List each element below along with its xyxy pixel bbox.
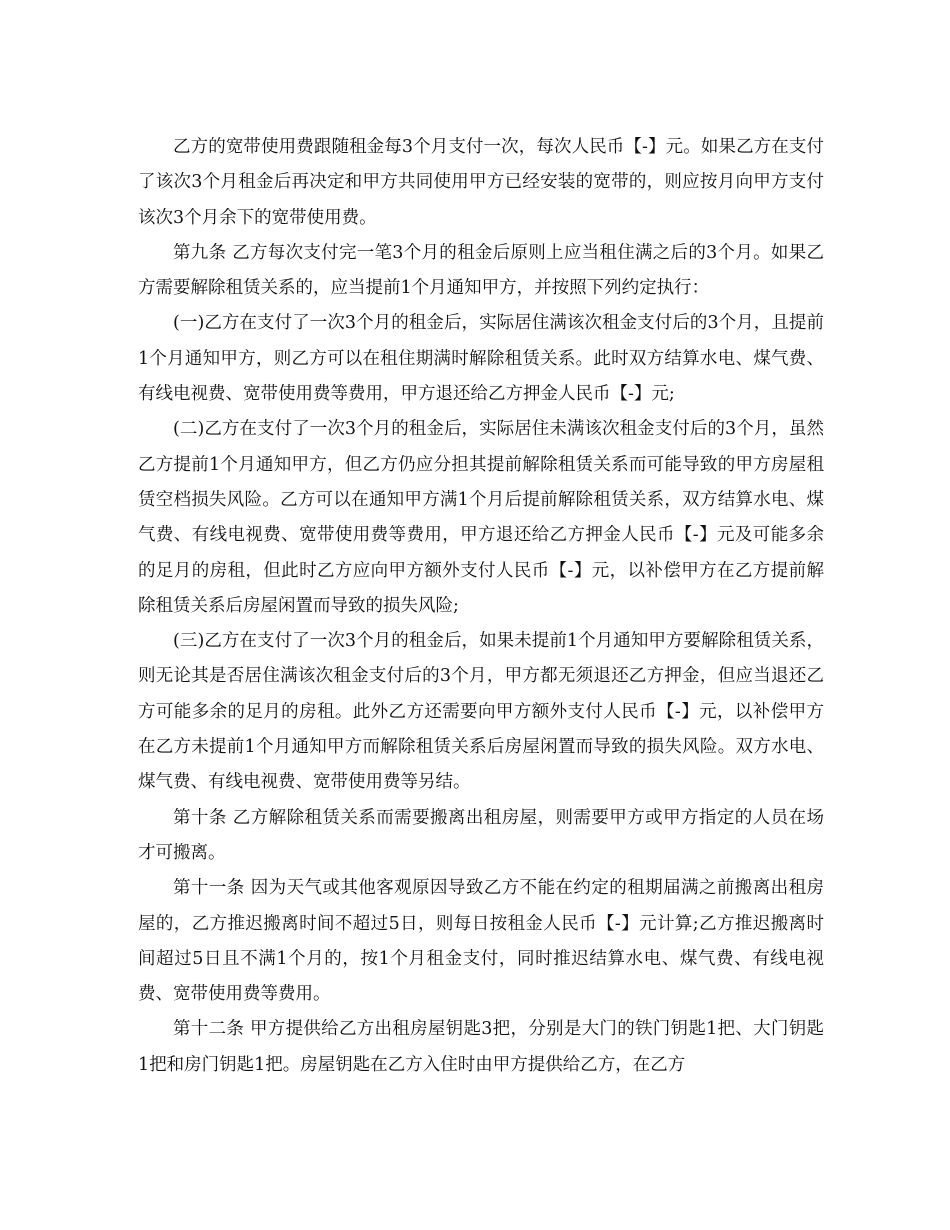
document-page <box>138 130 824 1083</box>
paragraph-article-9: 第九条 乙方每次支付完一笔3个月的租金后原则上应当租住满之后的3个月。如果乙方需要解除租赁关系的，应当提前1个月通知甲方，并按照下列约定执行： <box>138 242 824 299</box>
paragraph-article-9-item-2: (二)乙方在支付了一次3个月的租金后，实际居住未满该次租金支付后的3个月，虽然乙方提前1个月通知甲方，但乙方仍应分担其提前解除租赁关系而可能导致的甲方房屋租赁空档损失风险。乙方可以在通知甲方满1个月后提前解除租赁关系，双方结算水电、煤气费、有线电视费、宽带使用费等费用，甲方退还给乙方押金人民币【-】元及可能多余的足月的房租，但此时乙方应向甲方额外支付人民币【-】元，以补偿甲方在乙方提前解除租赁关系后房屋闲置而导致的损失风险; <box>138 419 824 616</box>
paragraph-article-9-item-1: (一)乙方在支付了一次3个月的租金后，实际居住满该次租金支付后的3个月，且提前1个月通知甲方，则乙方可以在租住期满时解除租赁关系。此时双方结算水电、煤气费、有线电视费、宽带使用费等费用，甲方退还给乙方押金人民币【-】元; <box>138 313 824 405</box>
paragraph-article-12: 第十二条 甲方提供给乙方出租房屋钥匙3把，分别是大门的铁门钥匙1把、大门钥匙1把和房门钥匙1把。房屋钥匙在乙方入住时由甲方提供给乙方，在乙方 <box>138 1019 824 1075</box>
paragraph-article-9-item-3: (三)乙方在支付了一次3个月的租金后，如果未提前1个月通知甲方要解除租赁关系，则无论其是否居住满该次租金支付后的3个月，甲方都无须退还乙方押金，但应当退还乙方可能多余的足月的房租。此外乙方还需要向甲方额外支付人民币【-】元，以补偿甲方在乙方未提前1个月通知甲方而解除租赁关系后房屋闲置而导致的损失风险。双方水电、煤气费、有线电视费、宽带使用费等另结。 <box>138 631 824 793</box>
paragraph-article-10: 第十条 乙方解除租赁关系而需要搬离出租房屋，则需要甲方或甲方指定的人员在场才可搬离。 <box>138 807 824 863</box>
paragraph-article-11: 第十一条 因为天气或其他客观原因导致乙方不能在约定的租期届满之前搬离出租房屋的，乙方推迟搬离时间不超过5日，则每日按租金人民币【-】元计算;乙方推迟搬离时间超过5日且不满1个月的，按1个月租金支付，同时推迟结算水电、煤气费、有线电视费、宽带使用费等费用。 <box>138 878 824 1005</box>
paragraph-broadband-fee: 乙方的宽带使用费跟随租金每3个月支付一次，每次人民币【-】元。如果乙方在支付了该次3个月租金后再决定和甲方共同使用甲方已经安装的宽带的，则应按月向甲方支付该次3个月余下的宽带使用费。 <box>138 137 824 228</box>
